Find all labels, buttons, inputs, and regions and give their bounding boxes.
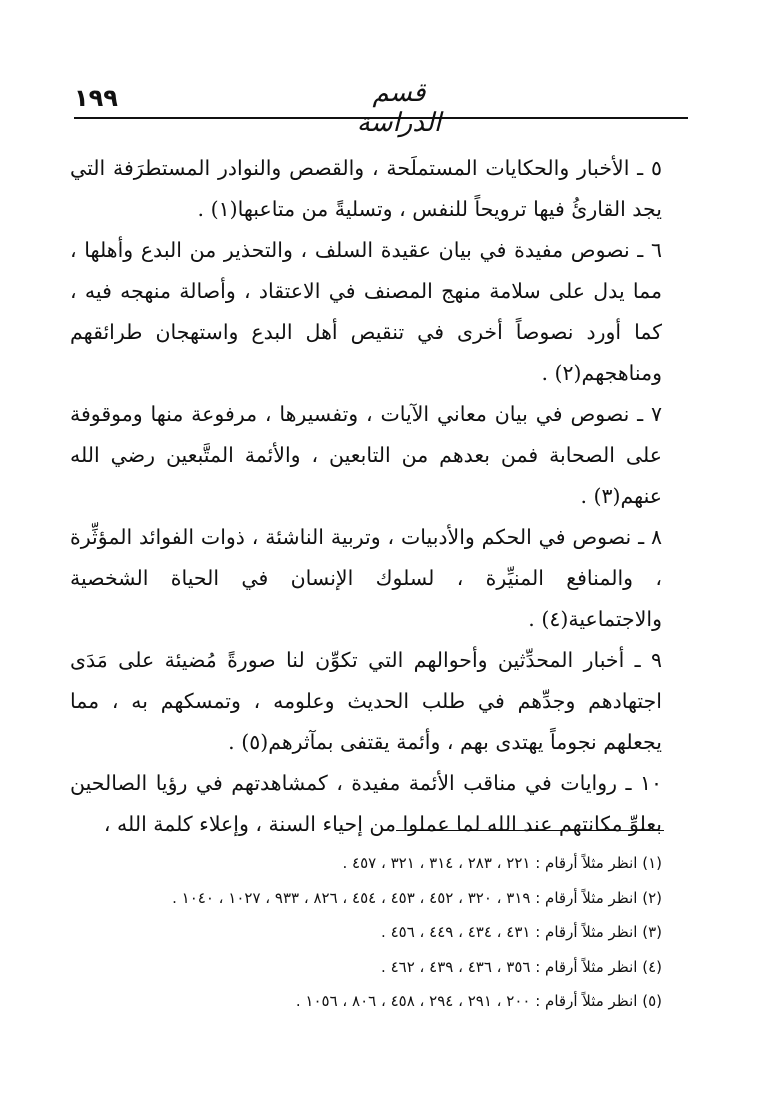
header-rule [74, 117, 688, 119]
footnotes-list [150, 846, 662, 1019]
paragraph-item-8: ٨ ـ نصوص في الحكم والأدبيات ، وتربية الناشئة ، ذوات الفوائد المؤثِّرة ، والمنافع المنيِّرة ، لسلوك الإنسان في الحياة الشخصية والاجتماعية(٤) . [70, 525, 662, 631]
page-number: ١٩٩ [74, 84, 118, 112]
paragraph-item-7: ٧ ـ نصوص في بيان معاني الآيات ، وتفسيرها ، مرفوعة منها وموقوفة على الصحابة فمن بعدهم من التابعين ، والأئمة المتَّبعين رضي الله عنهم(٣) . [70, 402, 662, 508]
paragraph-item-5: ٥ ـ الأخبار والحكايات المستملَحة ، والقصص والنوادر المستطرَفة التي يجد القارئُ فيها ترويحاً للنفس ، وتسليةً من متاعبها(١) . [70, 156, 662, 221]
footnote-2: (٢) انظر مثلاً أرقام : ٣١٩ ، ٣٢٠ ، ٤٥٢ ، ٤٥٣ ، ٤٥٤ ، ٨٢٦ ، ٩٣٣ ، ١٠٢٧ ، ١٠٤٠ . [172, 888, 662, 907]
section-title: قسم الدراسة [356, 78, 442, 138]
paragraph-item-9: ٩ ـ أخبار المحدِّثين وأحوالهم التي تكوِّن لنا صورةً مُضيئة على مَدَى اجتهادهم وجدِّهم في طلب الحديث وعلومه ، وتمسكهم به ، مما يجعلهم نجوماً يهتدى بهم ، وأئمة يقتفى بمآثرهم(٥) . [70, 648, 662, 754]
paragraph-item-10: ١٠ ـ روايات في مناقب الأئمة مفيدة ، كمشاهدتهم في رؤيا الصالحين بعلوِّ مكانتهم عند الله لما عملوا من إحياء السنة ، وإعلاء كلمة الله ، [70, 771, 662, 836]
main-text [70, 148, 662, 845]
footnote-3: (٣) انظر مثلاً أرقام : ٤٣١ ، ٤٣٤ ، ٤٤٩ ، ٤٥٦ . [381, 923, 662, 941]
footnote-4: (٤) انظر مثلاً أرقام : ٣٥٦ ، ٤٣٦ ، ٤٣٩ ، ٤٦٢ . [381, 957, 662, 976]
footnote-1: (١) انظر مثلاً أرقام : ٢٢١ ، ٢٨٣ ، ٣١٤ ، ٣٢١ ، ٤٥٧ . [342, 854, 662, 872]
footnote-separator [396, 830, 664, 831]
page-header [74, 78, 688, 138]
footnote-5: (٥) انظر مثلاً أرقام : ٢٠٠ ، ٢٩١ ، ٢٩٤ ، ٤٥٨ ، ٨٠٦ ، ١٠٥٦ . [295, 992, 662, 1010]
paragraph-item-6: ٦ ـ نصوص مفيدة في بيان عقيدة السلف ، والتحذير من البدع وأهلها ، مما يدل على سلامة منهج المصنف في الاعتقاد ، وأصالة منهجه فيه ، كما أورد نصوصاً أخرى في تنقيص أهل البدع واستهجان طرائقهم ومناهجهم(٢) . [70, 238, 662, 385]
